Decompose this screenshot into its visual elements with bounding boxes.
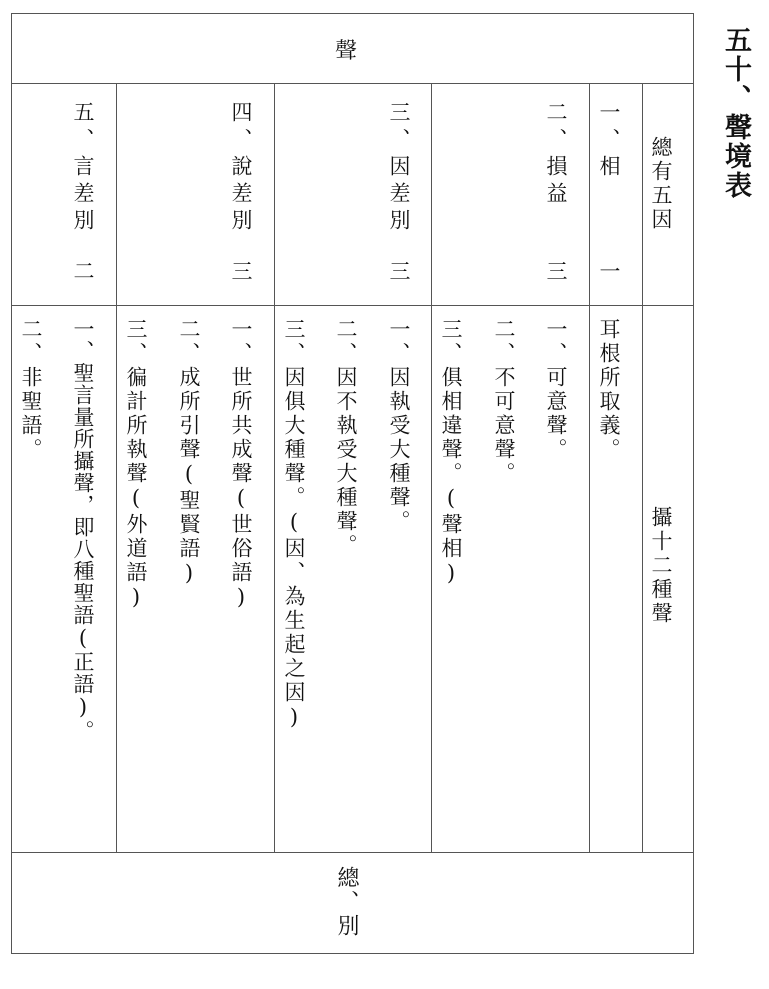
header-specific: 攝十二種聲 xyxy=(649,506,673,626)
root-label: 聲 xyxy=(335,39,358,64)
rule-above-bottom xyxy=(12,852,693,853)
header-general: 總有五因 xyxy=(649,136,673,232)
group3-item1: 一、因執受大種聲。 xyxy=(387,318,411,534)
group4-name: 四、說差別 xyxy=(229,101,253,236)
group4-item2: 二、成所引聲(聖賢語) xyxy=(177,318,201,588)
group4-count: 三 xyxy=(229,260,253,281)
group2-item2: 二、不可意聲。 xyxy=(492,318,516,486)
rule-header-col xyxy=(642,83,643,852)
group2-item1: 一、可意聲。 xyxy=(544,318,568,462)
group5-name: 五、言差別 xyxy=(71,101,95,236)
rule-group3 xyxy=(274,83,275,852)
group1-name: 一、相 xyxy=(597,101,621,182)
group3-item2: 二、因不執受大種聲。 xyxy=(334,318,358,558)
group5-item1: 一、聖言量所攝聲，即八種聖語(正語)。 xyxy=(71,318,95,742)
rule-under-groups xyxy=(12,305,693,306)
group2-count: 三 xyxy=(544,260,568,281)
rule-group1 xyxy=(589,83,590,852)
group4-item3: 三、徧計所執聲(外道語) xyxy=(124,318,148,612)
rule-group2 xyxy=(431,83,432,852)
group2-name: 二、損益 xyxy=(544,101,568,209)
sound-realm-table xyxy=(11,13,694,954)
rule-group4 xyxy=(116,83,117,852)
group5-count: 二 xyxy=(71,260,95,281)
group1-count: 一 xyxy=(597,260,621,281)
group1-item1: 耳根所取義。 xyxy=(597,318,621,462)
rule-under-root xyxy=(12,83,693,84)
document-title: 五十、聲境表 xyxy=(720,26,751,200)
group4-item1: 一、世所共成聲(世俗語) xyxy=(229,318,253,612)
group2-item3: 三、俱相違聲。(聲相) xyxy=(439,318,463,588)
group3-count: 三 xyxy=(387,260,411,281)
bottom-label: 總、別 xyxy=(334,866,359,938)
group3-name: 三、因差別 xyxy=(387,101,411,236)
group3-item3: 三、因俱大種聲。(因、為生起之因) xyxy=(282,318,306,732)
group5-item2: 二、非聖語。 xyxy=(19,318,43,462)
